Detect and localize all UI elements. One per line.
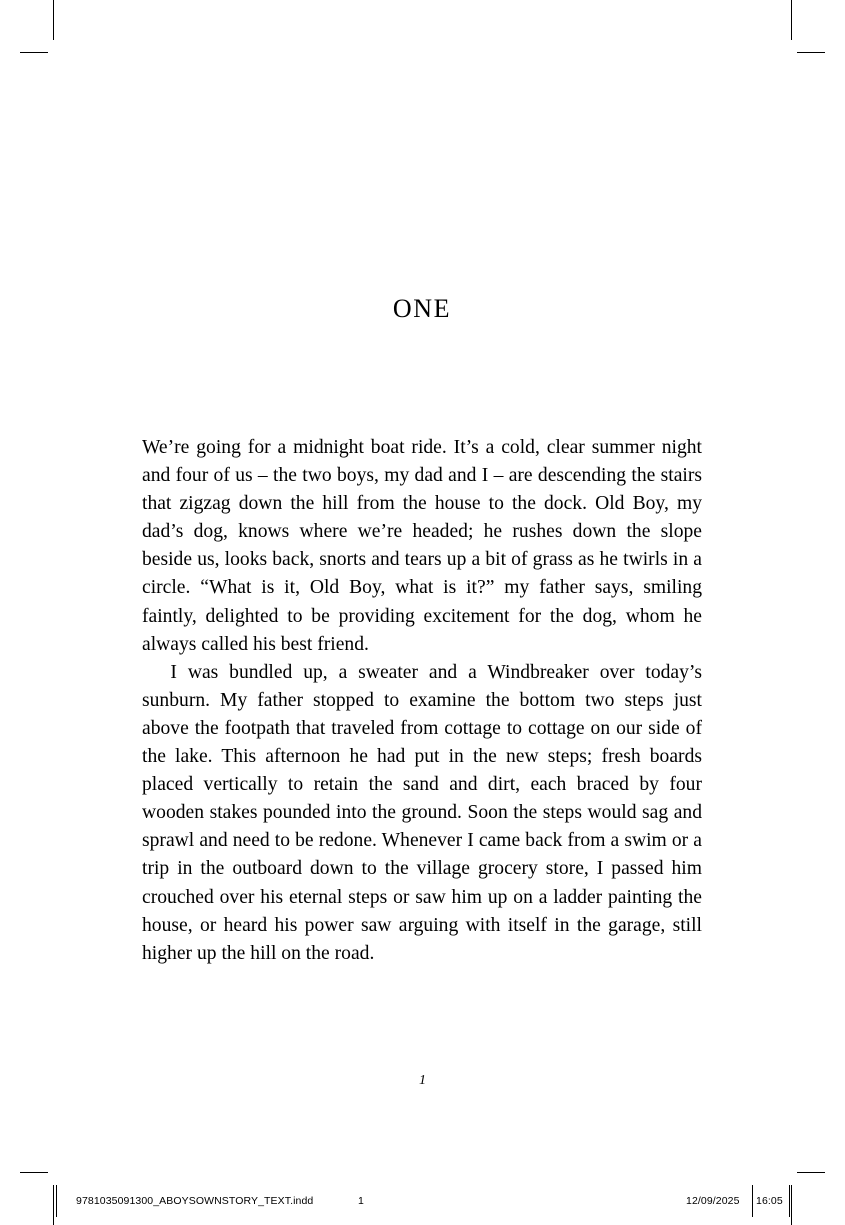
slug-rule-right xyxy=(789,1185,790,1217)
crop-mark-top-left-vertical xyxy=(53,0,54,40)
crop-mark-top-left-horizontal xyxy=(20,52,48,53)
body-paragraph: We’re going for a midnight boat ride. It’s a cold, clear summer night and four of us – the two boys, my dad and I – are descending the stairs that zigzag down the hill from the house to the dock. Old Boy, my dad’s dog, knows where we’re headed; he rushes down the slope beside us, looks back, snorts and tears up a bit of grass as he twirls in a circle. “What is it, Old Boy, what is it?” my father says, smiling faintly, delighted to be providing excitement for the dog, whom he always called his best friend. xyxy=(142,437,702,655)
body-copy xyxy=(142,434,702,968)
printer-slug xyxy=(0,1191,845,1217)
slug-rule-middle xyxy=(752,1185,753,1217)
folio-page-number: 1 xyxy=(419,1073,426,1088)
slug-rule-left xyxy=(56,1185,57,1217)
slug-page-number: 1 xyxy=(358,1195,364,1207)
slug-time: 16:05 xyxy=(756,1195,783,1207)
crop-mark-bottom-left-horizontal xyxy=(20,1172,48,1173)
text-block xyxy=(142,270,702,968)
crop-mark-bottom-right-horizontal xyxy=(797,1172,825,1173)
chapter-title: ONE xyxy=(392,294,452,323)
crop-mark-top-right-vertical xyxy=(791,0,792,40)
crop-mark-top-right-horizontal xyxy=(797,52,825,53)
slug-filename: 9781035091300_ABOYSOWNSTORY_TEXT.indd xyxy=(76,1195,314,1207)
slug-date: 12/09/2025 xyxy=(686,1195,740,1207)
body-paragraph: I was bundled up, a sweater and a Windbreaker over today’s sunburn. My father stopped to examine the bottom two steps just above the footpath that traveled from cottage to cottage on our side of the lake. This afternoon he had put in the new steps; fresh boards placed vertically to retain the sand and dirt, each braced by four wooden stakes pounded into the ground. Soon the steps would sag and sprawl and need to be redone. Whenever I came back from a swim or a trip in the outboard down to the village grocery store, I passed him crouched over his eternal steps or saw him up on a ladder painting the house, or heard his power saw arguing with itself in the garage, still higher up the hill on the road. xyxy=(142,661,702,964)
